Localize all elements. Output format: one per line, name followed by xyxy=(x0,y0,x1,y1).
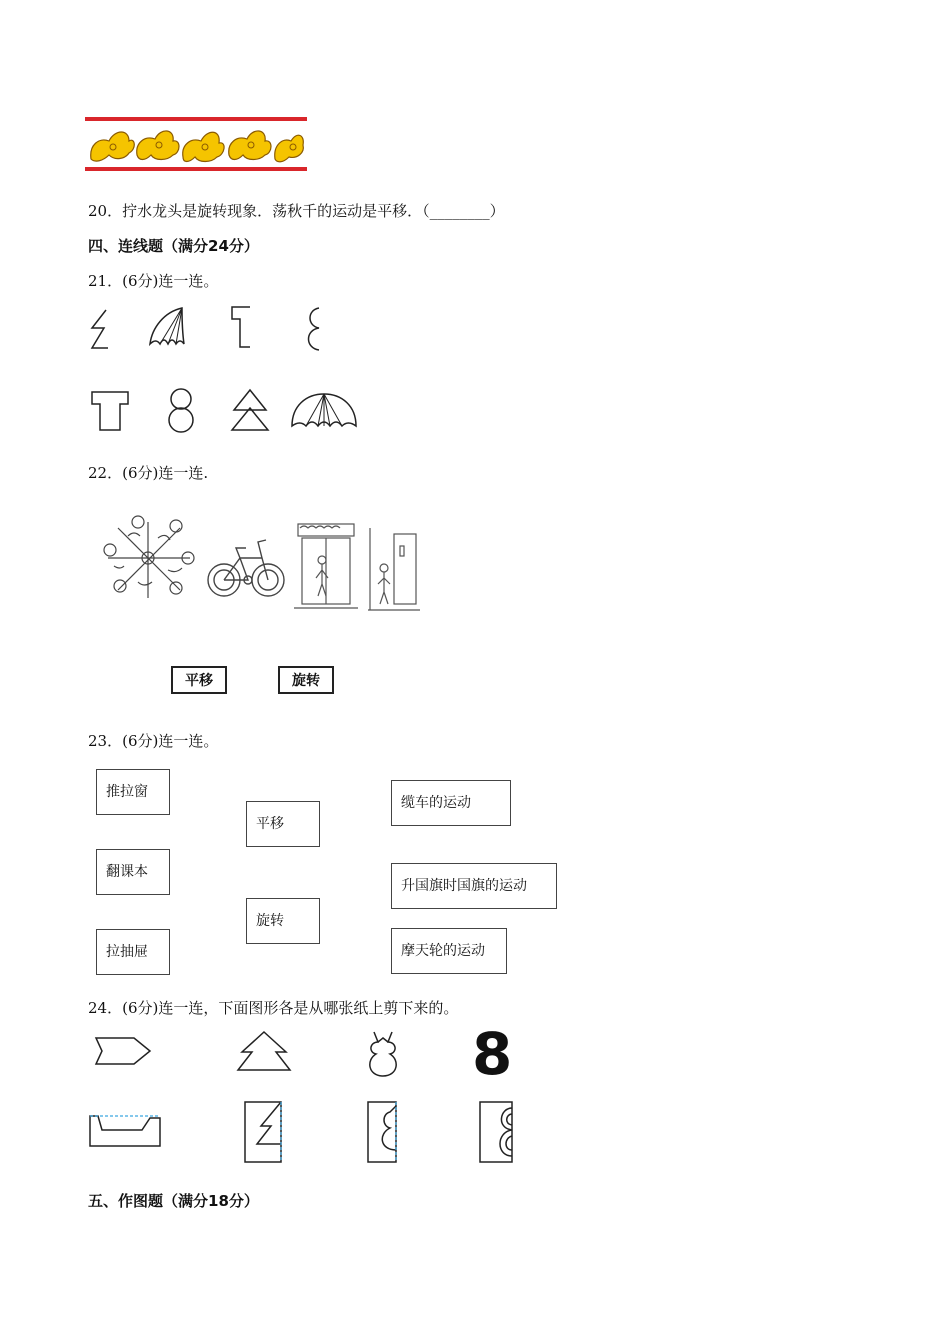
item-pulling-drawer: 拉抽屉 xyxy=(96,929,170,975)
item-cable-car: 缆车的运动 xyxy=(391,780,511,826)
whole-shape-eight xyxy=(166,386,196,434)
cut-shape-tree xyxy=(236,1030,292,1074)
question-22: 22．(6分)连一连. xyxy=(88,464,209,482)
folded-paper-arrow xyxy=(88,1110,164,1150)
folded-paper-bunny xyxy=(366,1100,400,1164)
cut-shape-digit-eight: 8 xyxy=(472,1020,513,1088)
section-4-title: 四、连线题（满分24分） xyxy=(88,237,259,255)
folded-paper-tree xyxy=(243,1100,285,1164)
label-box-translation: 平移 xyxy=(171,666,227,694)
item-sliding-window: 推拉窗 xyxy=(96,769,170,815)
item-ferris-wheel: 摩天轮的运动 xyxy=(391,928,507,974)
question-21: 21．(6分)连一连。 xyxy=(88,272,219,290)
cut-shape-bunny xyxy=(362,1030,404,1080)
half-shape-lamp xyxy=(228,305,252,349)
question-24: 24．(6分)连一连，下面图形各是从哪张纸上剪下来的。 xyxy=(88,999,459,1017)
category-rotation: 旋转 xyxy=(246,898,320,944)
lift-door-picture xyxy=(366,526,422,614)
half-shape-eight xyxy=(303,306,323,352)
carousel-picture xyxy=(98,512,198,604)
half-shape-zigzag xyxy=(88,308,110,350)
whole-shape-lamp xyxy=(88,388,132,432)
ornament-border-image xyxy=(85,115,307,173)
question-23: 23．(6分)连一连。 xyxy=(88,732,219,750)
item-turning-page: 翻课本 xyxy=(96,849,170,895)
bicycle-picture xyxy=(204,530,288,602)
folded-paper-eight xyxy=(478,1100,514,1164)
question-20: 20．拧水龙头是旋转现象．荡秋千的运动是平移．（________） xyxy=(88,202,505,220)
category-translation: 平移 xyxy=(246,801,320,847)
elevator-picture xyxy=(292,520,360,612)
whole-shape-tree xyxy=(230,388,270,432)
item-flag-raising: 升国旗时国旗的运动 xyxy=(391,863,557,909)
label-box-rotation: 旋转 xyxy=(278,666,334,694)
section-5-title: 五、作图题（满分18分） xyxy=(88,1192,259,1210)
half-shape-umbrella xyxy=(146,306,186,348)
whole-shape-umbrella xyxy=(290,392,358,432)
cut-shape-arrow xyxy=(94,1036,154,1066)
